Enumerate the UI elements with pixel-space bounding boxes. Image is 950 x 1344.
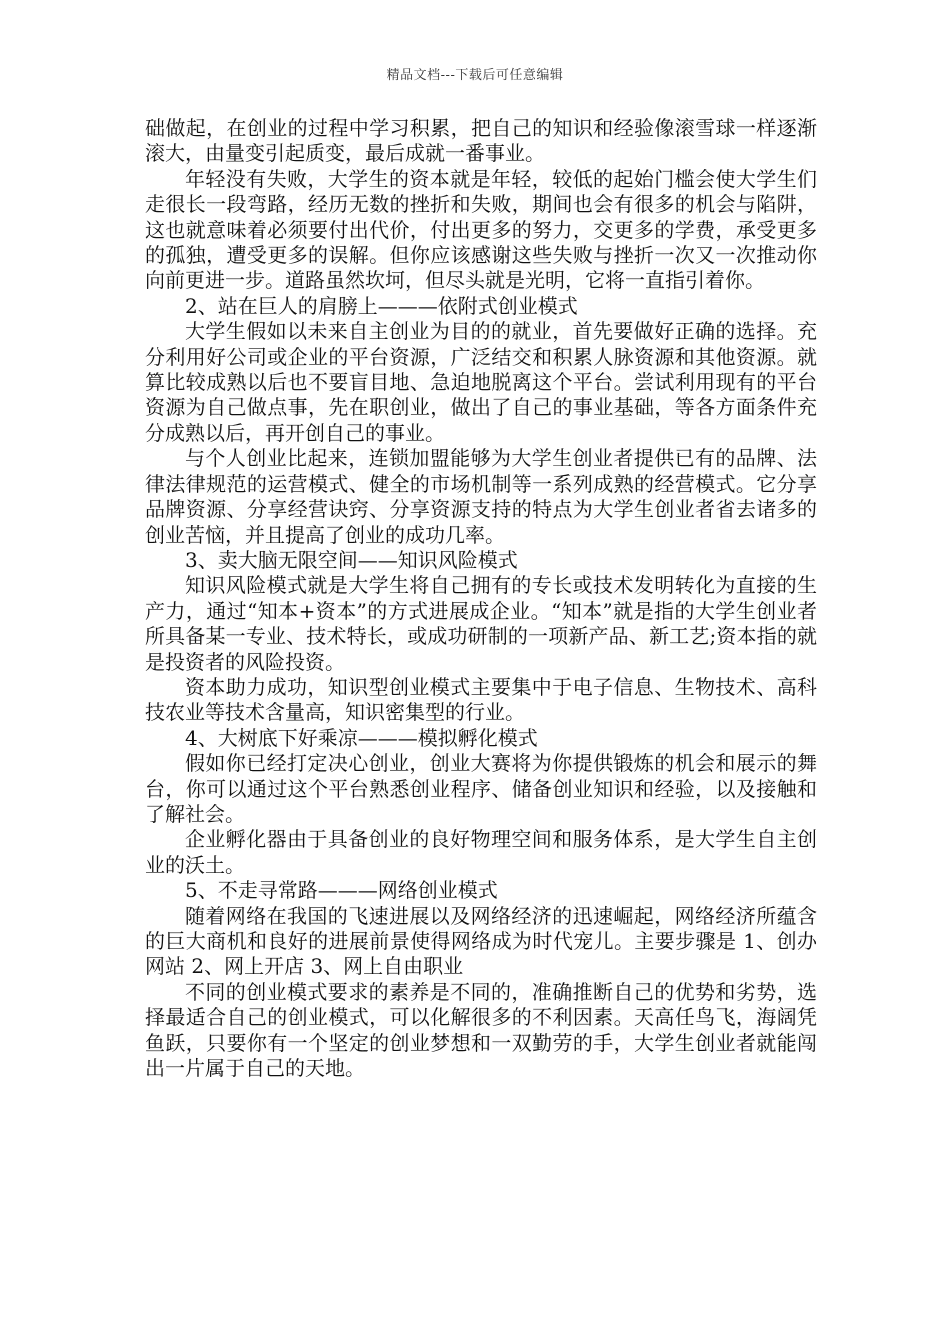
paragraph: 知识风险模式就是大学生将自己拥有的专长或技术发明转化为直接的生产力，通过“知本+资本”的方式进展成企业。“知本”就是指的大学生创业者所具备某一专业、技术特长，或成功研制的一项新产品、新工艺;资本指的就是投资者的风险投资。 <box>145 573 817 674</box>
paragraph: 础做起，在创业的过程中学习积累，把自己的知识和经验像滚雪球一样逐渐滚大，由量变引起质变，最后成就一番事业。 <box>145 116 817 166</box>
paragraph: 不同的创业模式要求的素养是不同的，准确推断自己的优势和劣势，选择最适合自己的创业模式，可以化解很多的不利因素。天高任鸟飞，海阔凭鱼跃，只要你有一个坚定的创业梦想和一双勤劳的手，大学生创业者就能闯出一片属于自己的天地。 <box>145 979 817 1081</box>
section-heading: 4、大树底下好乘凉———模拟孵化模式 <box>185 725 538 750</box>
section-heading: 2、站在巨人的肩膀上———依附式创业模式 <box>185 293 578 318</box>
page-header: 精品文档---下载后可任意编辑 <box>386 68 564 83</box>
document-body <box>145 116 817 1081</box>
section-heading: 5、不走寻常路———网络创业模式 <box>185 878 498 903</box>
paragraph: 假如你已经打定决心创业，创业大赛将为你提供锻炼的机会和展示的舞台，你可以通过这个平台熟悉创业程序、储备创业知识和经验，以及接触和了解社会。 <box>145 751 817 826</box>
paragraph: 大学生假如以未来自主创业为目的的就业，首先要做好正确的选择。充分利用好公司或企业的平台资源，广泛结交和积累人脉资源和其他资源。就算比较成熟以后也不要盲目地、急迫地脱离这个平台。尝试利用现有的平台资源为自己做点事，先在职创业，做出了自己的事业基础，等各方面条件充分成熟以后，再开创自己的事业。 <box>145 319 817 445</box>
paragraph: 企业孵化器由于具备创业的良好物理空间和服务体系，是大学生自主创业的沃土。 <box>145 827 817 877</box>
paragraph: 年轻没有失败，大学生的资本就是年轻，较低的起始门槛会使大学生们走很长一段弯路，经历无数的挫折和失败，期间也会有很多的机会与陷阱，这也就意味着必须要付出代价，付出更多的努力，交更多的学费，承受更多的孤独，遭受更多的误解。但你应该感谢这些失败与挫折一次又一次推动你向前更进一步。道路虽然坎坷，但尽头就是光明，它将一直指引着你。 <box>145 166 817 293</box>
section-heading: 3、卖大脑无限空间——知识风险模式 <box>185 547 518 572</box>
paragraph: 随着网络在我国的飞速进展以及网络经济的迅速崛起，网络经济所蕴含的巨大商机和良好的进展前景使得网络成为时代宠儿。主要步骤是 1、创办网站 2、网上开店 3、网上自由职业 <box>145 903 817 979</box>
paragraph: 资本助力成功，知识型创业模式主要集中于电子信息、生物技术、高科技农业等技术含量高，知识密集型的行业。 <box>145 674 817 725</box>
paragraph: 与个人创业比起来，连锁加盟能够为大学生创业者提供已有的品牌、法律法律规范的运营模式、健全的市场机制等一系列成熟的经营模式。它分享品牌资源、分享经营诀窍、分享资源支持的特点为大学生创业者省去诸多的创业苦恼，并且提高了创业的成功几率。 <box>145 446 817 547</box>
